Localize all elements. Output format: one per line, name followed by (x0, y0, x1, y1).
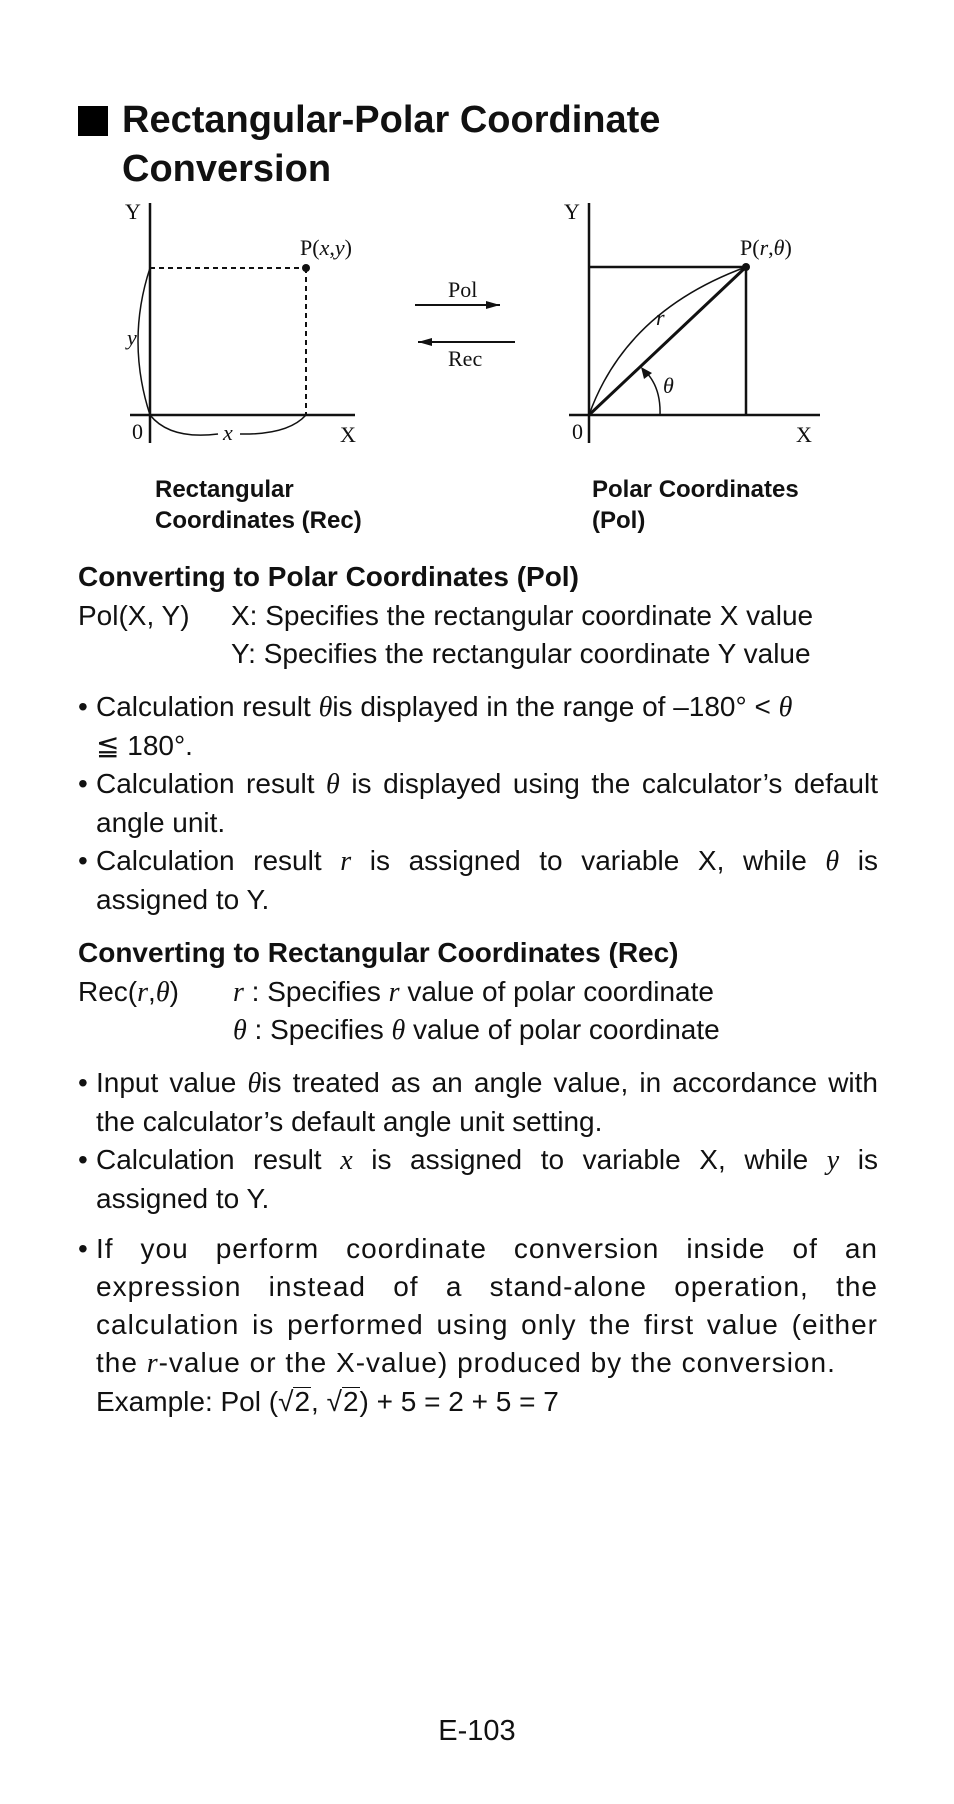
rec-arrowhead-icon (418, 338, 432, 346)
polar-theta-label: θ (663, 373, 674, 398)
rec-section-title: Converting to Rectangular Coordinates (Rec) (78, 937, 679, 968)
polar-diagram (564, 199, 820, 447)
rectangular-caption-line-1: Rectangular (155, 476, 294, 503)
pol-x-description: X: Specifies the rectangular coordinate X value (231, 600, 814, 631)
pol-y-description: Y: Specifies the rectangular coordinate Y value (231, 638, 811, 669)
page-number: E-103 (438, 1715, 516, 1747)
sqrt-icon: √ (278, 1386, 294, 1417)
rec-r-description: r : Specifies r value of polar coordinate (233, 976, 714, 1008)
polar-origin-label: 0 (572, 419, 583, 444)
x-brace-left (150, 415, 218, 435)
rect-point-p (302, 264, 310, 272)
coordinate-conversion-figure (100, 195, 860, 445)
pol-section-title: Converting to Polar Coordinates (Pol) (78, 561, 579, 592)
polar-x-axis-label: X (796, 422, 812, 447)
pol-arrowhead-icon (486, 301, 500, 309)
rect-point-label: P(x,y) (300, 235, 352, 260)
theta-arc (645, 371, 660, 415)
pol-syntax: Pol(X, Y) (78, 600, 190, 631)
pol-arrow-label: Pol (448, 277, 478, 302)
rectangular-caption-line-2: Coordinates (Rec) (155, 507, 362, 534)
square-bullet-icon (78, 106, 108, 136)
rect-origin-label: 0 (132, 419, 143, 444)
list-item: • Calculation result θ is displayed using the calculator’s default angle unit. (78, 768, 878, 838)
rec-syntax: Rec(r,θ) (78, 976, 179, 1008)
rec-arrow-label: Rec (448, 346, 483, 371)
rectangular-caption (155, 474, 485, 536)
rect-x-axis-label: X (340, 422, 356, 447)
list-item: • Calculation result r is assigned to variable X, while θ is assigned to Y. (78, 845, 878, 915)
heading-line-1: Rectangular-Polar Coordinate (122, 99, 661, 141)
polar-caption-line-2: (Pol) (592, 507, 646, 534)
list-item: • Input value θis treated as an angle value, in accordance with the calculator’s default angle unit setting. (78, 1067, 878, 1137)
polar-caption-line-1: Polar Coordinates (592, 476, 799, 503)
rec-theta-description: θ : Specifies θ value of polar coordinate (233, 1014, 720, 1046)
example-line: Example: Pol (√2, √2) + 5 = 2 + 5 = 7 (96, 1386, 559, 1417)
polar-y-axis-label: Y (564, 199, 580, 224)
polar-caption (592, 474, 892, 536)
conversion-arrows (415, 277, 515, 371)
list-item: • Calculation result θis displayed in the range of –180° < θ ≦ 180°. (78, 691, 793, 761)
heading-line-2: Conversion (122, 148, 332, 190)
x-brace-right (240, 415, 306, 434)
polar-point-label: P(r,θ) (740, 235, 792, 260)
polar-r-label: r (656, 305, 665, 330)
rec-bullet-list (78, 1064, 878, 1421)
pol-bullet-list (78, 688, 878, 919)
rect-y-length-label: y (127, 325, 137, 350)
rect-y-axis-label: Y (125, 199, 141, 224)
rectangular-diagram (125, 199, 356, 447)
section-heading (78, 96, 858, 194)
y-brace (138, 268, 150, 415)
sqrt-icon: √ (326, 1386, 342, 1417)
list-item: • If you perform coordinate conversion inside of an expression instead of a stand-alone operation, the calculation is performed using only the first value (either the r-value or the X-value) produced by the conversion. (78, 1233, 878, 1379)
rect-x-length-label: x (223, 420, 233, 445)
list-item: • Calculation result x is assigned to variable X, while y is assigned to Y. (78, 1144, 878, 1214)
